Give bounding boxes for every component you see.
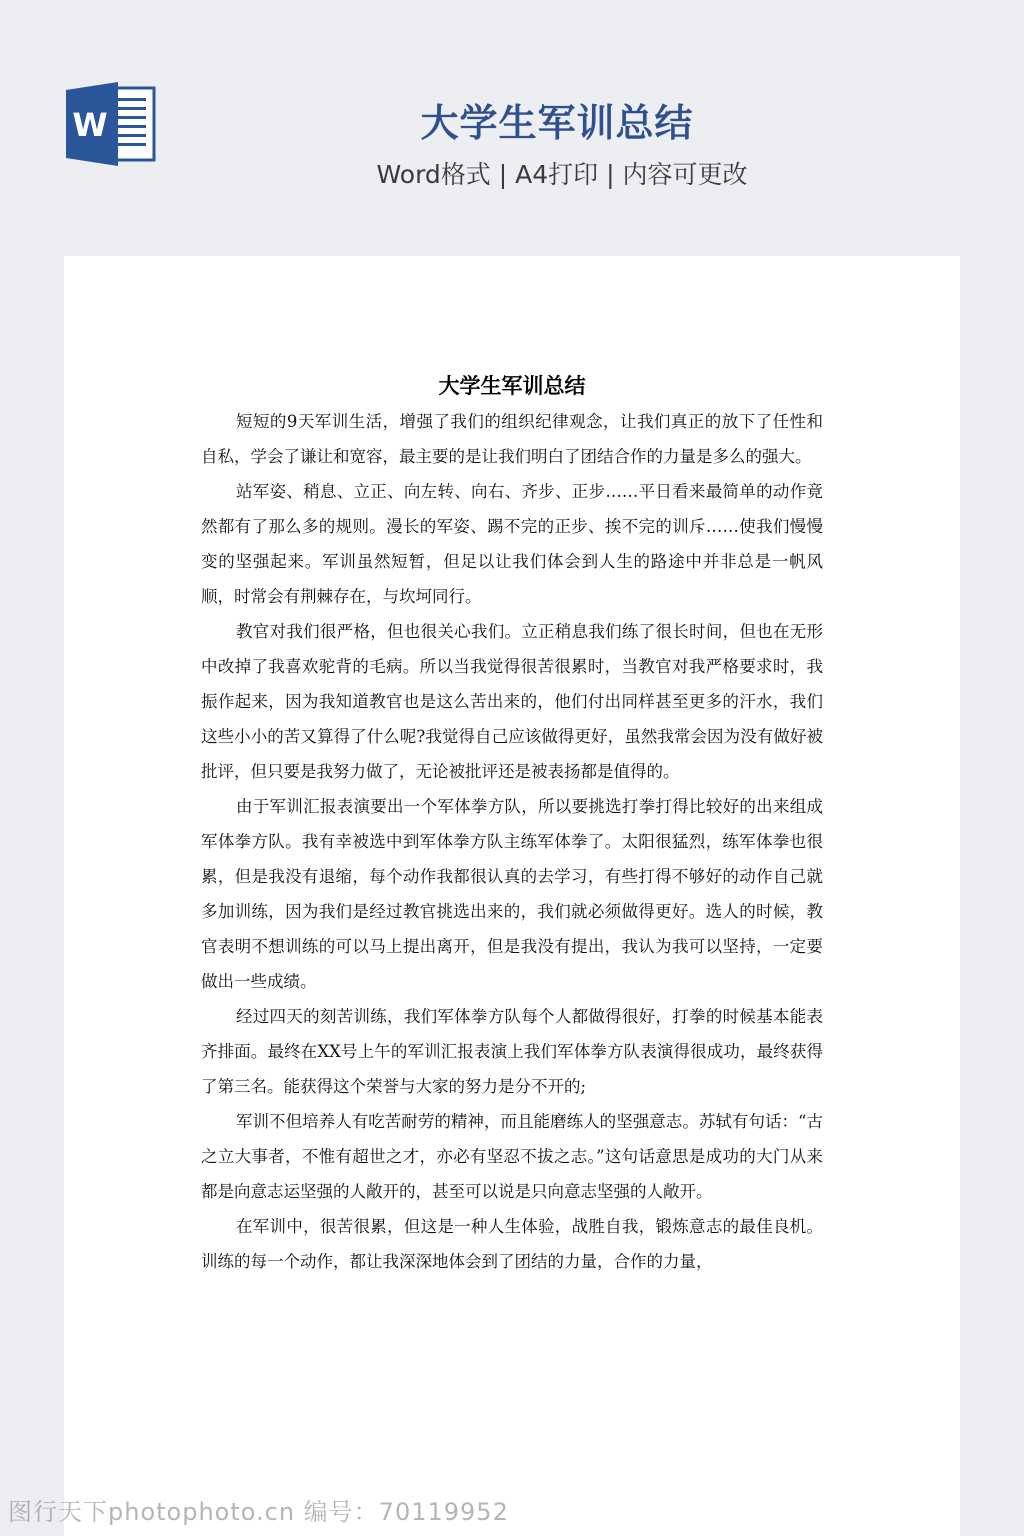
paragraph: 站军姿、稍息、立正、向左转、向右、齐步、正步……平日看来最简单的动作竟然都有了那么多的规则。漫长的军姿、踢不完的正步、挨不完的训斥……使我们慢慢变的坚强起来。军训虽然短暂，但足以让我们体会到人生的路途中并非总是一帆风顺，时常会有荆棘存在，与坎坷同行。 [201,482,823,606]
header-subtitle: Word格式 | A4打印 | 内容可更改 [376,160,748,189]
paragraph: 教官对我们很严格，但也很关心我们。立正稍息我们练了很长时间，但也在无形中改掉了我喜欢驼背的毛病。所以当我觉得很苦很累时，当教官对我严格要求时，我振作起来，因为我知道教官也是这么苦出来的，他们付出同样甚至更多的汗水，我们这些小小的苦又算得了什么呢?我觉得自己应该做得更好，虽然我常会因为没有做好被批评，但只要是我努力做了，无论被批评还是被表扬都是值得的。 [201,622,823,781]
header [0,0,1024,256]
paragraph: 军训不但培养人有吃苦耐劳的精神，而且能磨练人的坚强意志。苏轼有句话：“古之立大事者，不惟有超世之才，亦必有坚忍不拔之志。”这句话意思是成功的大门从来都是向意志运坚强的人敞开的，甚至可以说是只向意志坚强的人敞开。 [201,1112,823,1201]
document-title: 大学生军训总结 [438,373,586,398]
word-logo-letter: W [72,106,108,144]
paragraph: 由于军训汇报表演要出一个军体拳方队，所以要挑选打拳打得比较好的出来组成军体拳方队。我有幸被选中到军体拳方队主练军体拳了。太阳很猛烈，练军体拳也很累，但是我没有退缩，每个动作我都很认真的去学习，有些打得不够好的动作自己就多加训练，因为我们是经过教官挑选出来的，我们就必须做得更好。选人的时候，教官表明不想训练的可以马上提出离开，但是我没有提出，我认为我可以坚持，一定要做出一些成绩。 [201,797,823,991]
paragraph: 短短的9天军训生活，增强了我们的组织纪律观念，让我们真正的放下了任性和自私，学会了谦让和宽容，最主要的是让我们明白了团结合作的力量是多么的强大。 [201,412,823,466]
paragraph: 经过四天的刻苦训练，我们军体拳方队每个人都做得很好，打拳的时候基本能表齐排面。最终在XX号上午的军训汇报表演上我们军体拳方队表演得很成功，最终获得了第三名。能获得这个荣誉与大家的努力是分不开的; [201,1007,823,1096]
document-page [64,256,960,1536]
document-body [201,368,823,1279]
header-title: 大学生军训总结 [420,101,694,145]
paragraph: 在军训中，很苦很累，但这是一种人生体验，战胜自我，锻炼意志的最佳良机。训练的每一个动作，都让我深深地体会到了团结的力量，合作的力量， [201,1217,823,1271]
watermark: 图行天下photophoto.cn 编号：70119952 [8,1498,509,1526]
